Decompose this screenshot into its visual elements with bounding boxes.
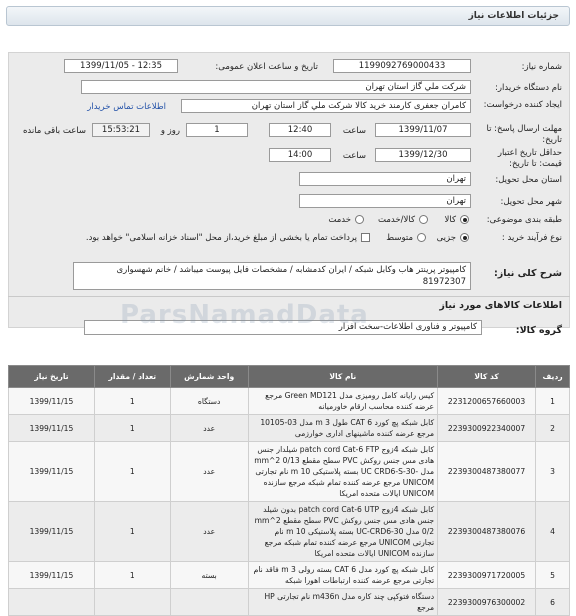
category-option-goods: کالا <box>444 215 456 225</box>
brief-label: شرح کلی نیاز: <box>493 268 562 279</box>
table-row[interactable] <box>9 388 570 415</box>
category-label: طبقه بندی موضوعی: <box>486 215 562 225</box>
category-radio-service[interactable] <box>355 215 364 224</box>
cell-date <box>9 589 95 616</box>
cell-name: کابل شبکه 4زوج patch cord Cat-6 UTP بدون شیلد جنس هادی مس جنس روکش PVC سطح مقطع mm^2 0/2 مدل UC-CRD6-30 بسته پلاستیکی m 10 نام تجارتی UNICOM مرجع عرضه کننده تمام شبکه مرجع سازنده UNICOM ایالات متحده امریکا <box>248 502 438 562</box>
table-row[interactable] <box>9 502 570 562</box>
cell-unit: عدد <box>170 415 248 442</box>
validity-time-field: 14:00 <box>269 148 331 162</box>
cell-row: 4 <box>536 502 570 562</box>
col-unit: واحد شمارش <box>170 366 248 388</box>
cell-row: 5 <box>536 562 570 589</box>
cell-row: 6 <box>536 589 570 616</box>
cell-qty: 1 <box>94 415 170 442</box>
treasury-payment-note: پرداخت تمام یا بخشی از مبلغ خرید،از محل "اسناد خزانه اسلامی" خواهد بود. <box>85 233 357 243</box>
city-label: شهر محل تحویل: <box>500 197 562 207</box>
divider <box>8 296 570 297</box>
cell-code: 2239300487380076 <box>438 502 536 562</box>
goods-table <box>8 365 570 616</box>
purchase-radio-minor[interactable] <box>460 233 469 242</box>
validity-label: حداقل تاریخ اعتبار قیمت: تا تاریخ: <box>497 148 562 169</box>
days-label: روز و <box>160 126 180 136</box>
page-title: جزئیات اطلاعات نیاز <box>468 11 559 21</box>
purchase-process-label: نوع فرآیند خرید : <box>501 233 562 243</box>
province-label: استان محل تحویل: <box>495 175 562 185</box>
category-option-service: خدمت <box>328 215 351 225</box>
goods-group-field: کامپیوتر و فناوری اطلاعات-سخت افزار <box>84 320 482 335</box>
page-header <box>6 6 570 26</box>
category-radio-goods[interactable] <box>460 215 469 224</box>
col-code: کد کالا <box>438 366 536 388</box>
brief-field: کامپیوتر پرینتر هاب وکابل شبکه / ایران کدمشابه / مشخصات فایل پیوست میباشد / خانم شهسواری 81972307 <box>73 262 471 290</box>
buyer-contact-link[interactable]: اطلاعات تماس خریدار <box>87 102 166 112</box>
announce-date-field: 1399/11/05 - 12:35 <box>64 59 178 73</box>
cell-qty: 1 <box>94 502 170 562</box>
cell-qty <box>94 589 170 616</box>
cell-code: 2239300922340007 <box>438 415 536 442</box>
cell-code: 2231200657660003 <box>438 388 536 415</box>
goods-table-header <box>9 366 570 388</box>
cell-row: 2 <box>536 415 570 442</box>
cell-unit: بسته <box>170 562 248 589</box>
category-option-goods-service: کالا/خدمت <box>378 215 415 225</box>
cell-date: 1399/11/15 <box>9 562 95 589</box>
category-radio-goods-service[interactable] <box>419 215 428 224</box>
cell-name: کابل شبکه پچ کورد CAT 6 طول m 3 مدل 03-10105 مرجع عرضه کننده ماشینهای اداری خوارزمی <box>248 415 438 442</box>
buyer-field: شرکت ملي گاز استان تهران <box>81 80 471 94</box>
cell-name: کابل شبکه پچ کورد مدل CAT 6 بسته رولی m 3 فاقد نام تجارتی مرجع عرضه کننده ارتباطات اهورا شبکه <box>248 562 438 589</box>
send-time-label: ساعت <box>342 126 366 136</box>
cell-date: 1399/11/15 <box>9 442 95 502</box>
remaining-time-field: 15:53:21 <box>92 123 150 137</box>
province-field: تهران <box>299 172 471 186</box>
col-row: ردیف <box>536 366 570 388</box>
cell-code: 2239300487380077 <box>438 442 536 502</box>
cell-unit: دستگاه <box>170 388 248 415</box>
cell-date: 1399/11/15 <box>9 502 95 562</box>
cell-name: دستگاه فتوکپی چند کاره مدل m436n نام تجارتی HP مرجع <box>248 589 438 616</box>
need-number-field: 1199092769000433 <box>333 59 471 73</box>
col-qty: تعداد / مقدار <box>94 366 170 388</box>
cell-row: 1 <box>536 388 570 415</box>
treasury-checkbox[interactable] <box>361 233 370 242</box>
send-deadline-label: مهلت ارسال پاسخ: تا تاریخ: <box>486 124 562 145</box>
validity-time-label: ساعت <box>342 151 366 161</box>
city-field: تهران <box>299 194 471 208</box>
watermark: ParsNamadData <box>120 300 369 330</box>
table-row[interactable] <box>9 415 570 442</box>
cell-qty: 1 <box>94 562 170 589</box>
remaining-label: ساعت باقی مانده <box>22 126 86 136</box>
purchase-radio-medium[interactable] <box>417 233 426 242</box>
table-row[interactable] <box>9 589 570 616</box>
send-date-field: 1399/11/07 <box>375 123 471 137</box>
send-time-field: 12:40 <box>269 123 331 137</box>
cell-qty: 1 <box>94 442 170 502</box>
goods-section-title: اطلاعات کالاهای مورد نیاز <box>439 300 562 311</box>
validity-date-field: 1399/12/30 <box>375 148 471 162</box>
cell-date: 1399/11/15 <box>9 388 95 415</box>
cell-name: کابل شبکه 4زوج patch cord Cat-6 FTP شیلدار جنس هادی مس جنس روکش PVC سطح مقطع mm^2 0/13 مدل -UC CRD6-S-30 بسته پلاستیکی m 10 نام تجارتی UNICOM مرجع عرضه کننده تمام شبکه مرجع سازنده UNICOM ایالات متحده امریکا <box>248 442 438 502</box>
buyer-label: نام دستگاه خریدار: <box>495 83 562 93</box>
purchase-option-medium: متوسط <box>386 233 413 243</box>
cell-unit: عدد <box>170 442 248 502</box>
announce-date-label: تاریخ و ساعت اعلان عمومی: <box>215 62 318 72</box>
cell-row: 3 <box>536 442 570 502</box>
table-row[interactable] <box>9 442 570 502</box>
cell-unit <box>170 589 248 616</box>
creator-field: کامران جعفری کارمند خرید کالا شرکت ملي گاز استان تهران <box>181 99 471 113</box>
cell-date: 1399/11/15 <box>9 415 95 442</box>
table-row[interactable] <box>9 562 570 589</box>
goods-group-label: گروه کالا: <box>515 325 562 336</box>
cell-code: 2239300976300002 <box>438 589 536 616</box>
need-number-label: شماره نیاز: <box>521 62 562 72</box>
cell-name: کیس رایانه کامل رومیزی مدل Green MD121 مرجع عرضه کننده محاسب ارقام خاورمیانه <box>248 388 438 415</box>
cell-unit: عدد <box>170 502 248 562</box>
cell-qty: 1 <box>94 388 170 415</box>
creator-label: ایجاد کننده درخواست: <box>483 100 562 110</box>
cell-code: 2239300971720005 <box>438 562 536 589</box>
col-date: تاریخ نیاز <box>9 366 95 388</box>
days-count-field: 1 <box>186 123 248 137</box>
col-name: نام کالا <box>248 366 438 388</box>
purchase-option-minor: جزیی <box>436 233 456 243</box>
